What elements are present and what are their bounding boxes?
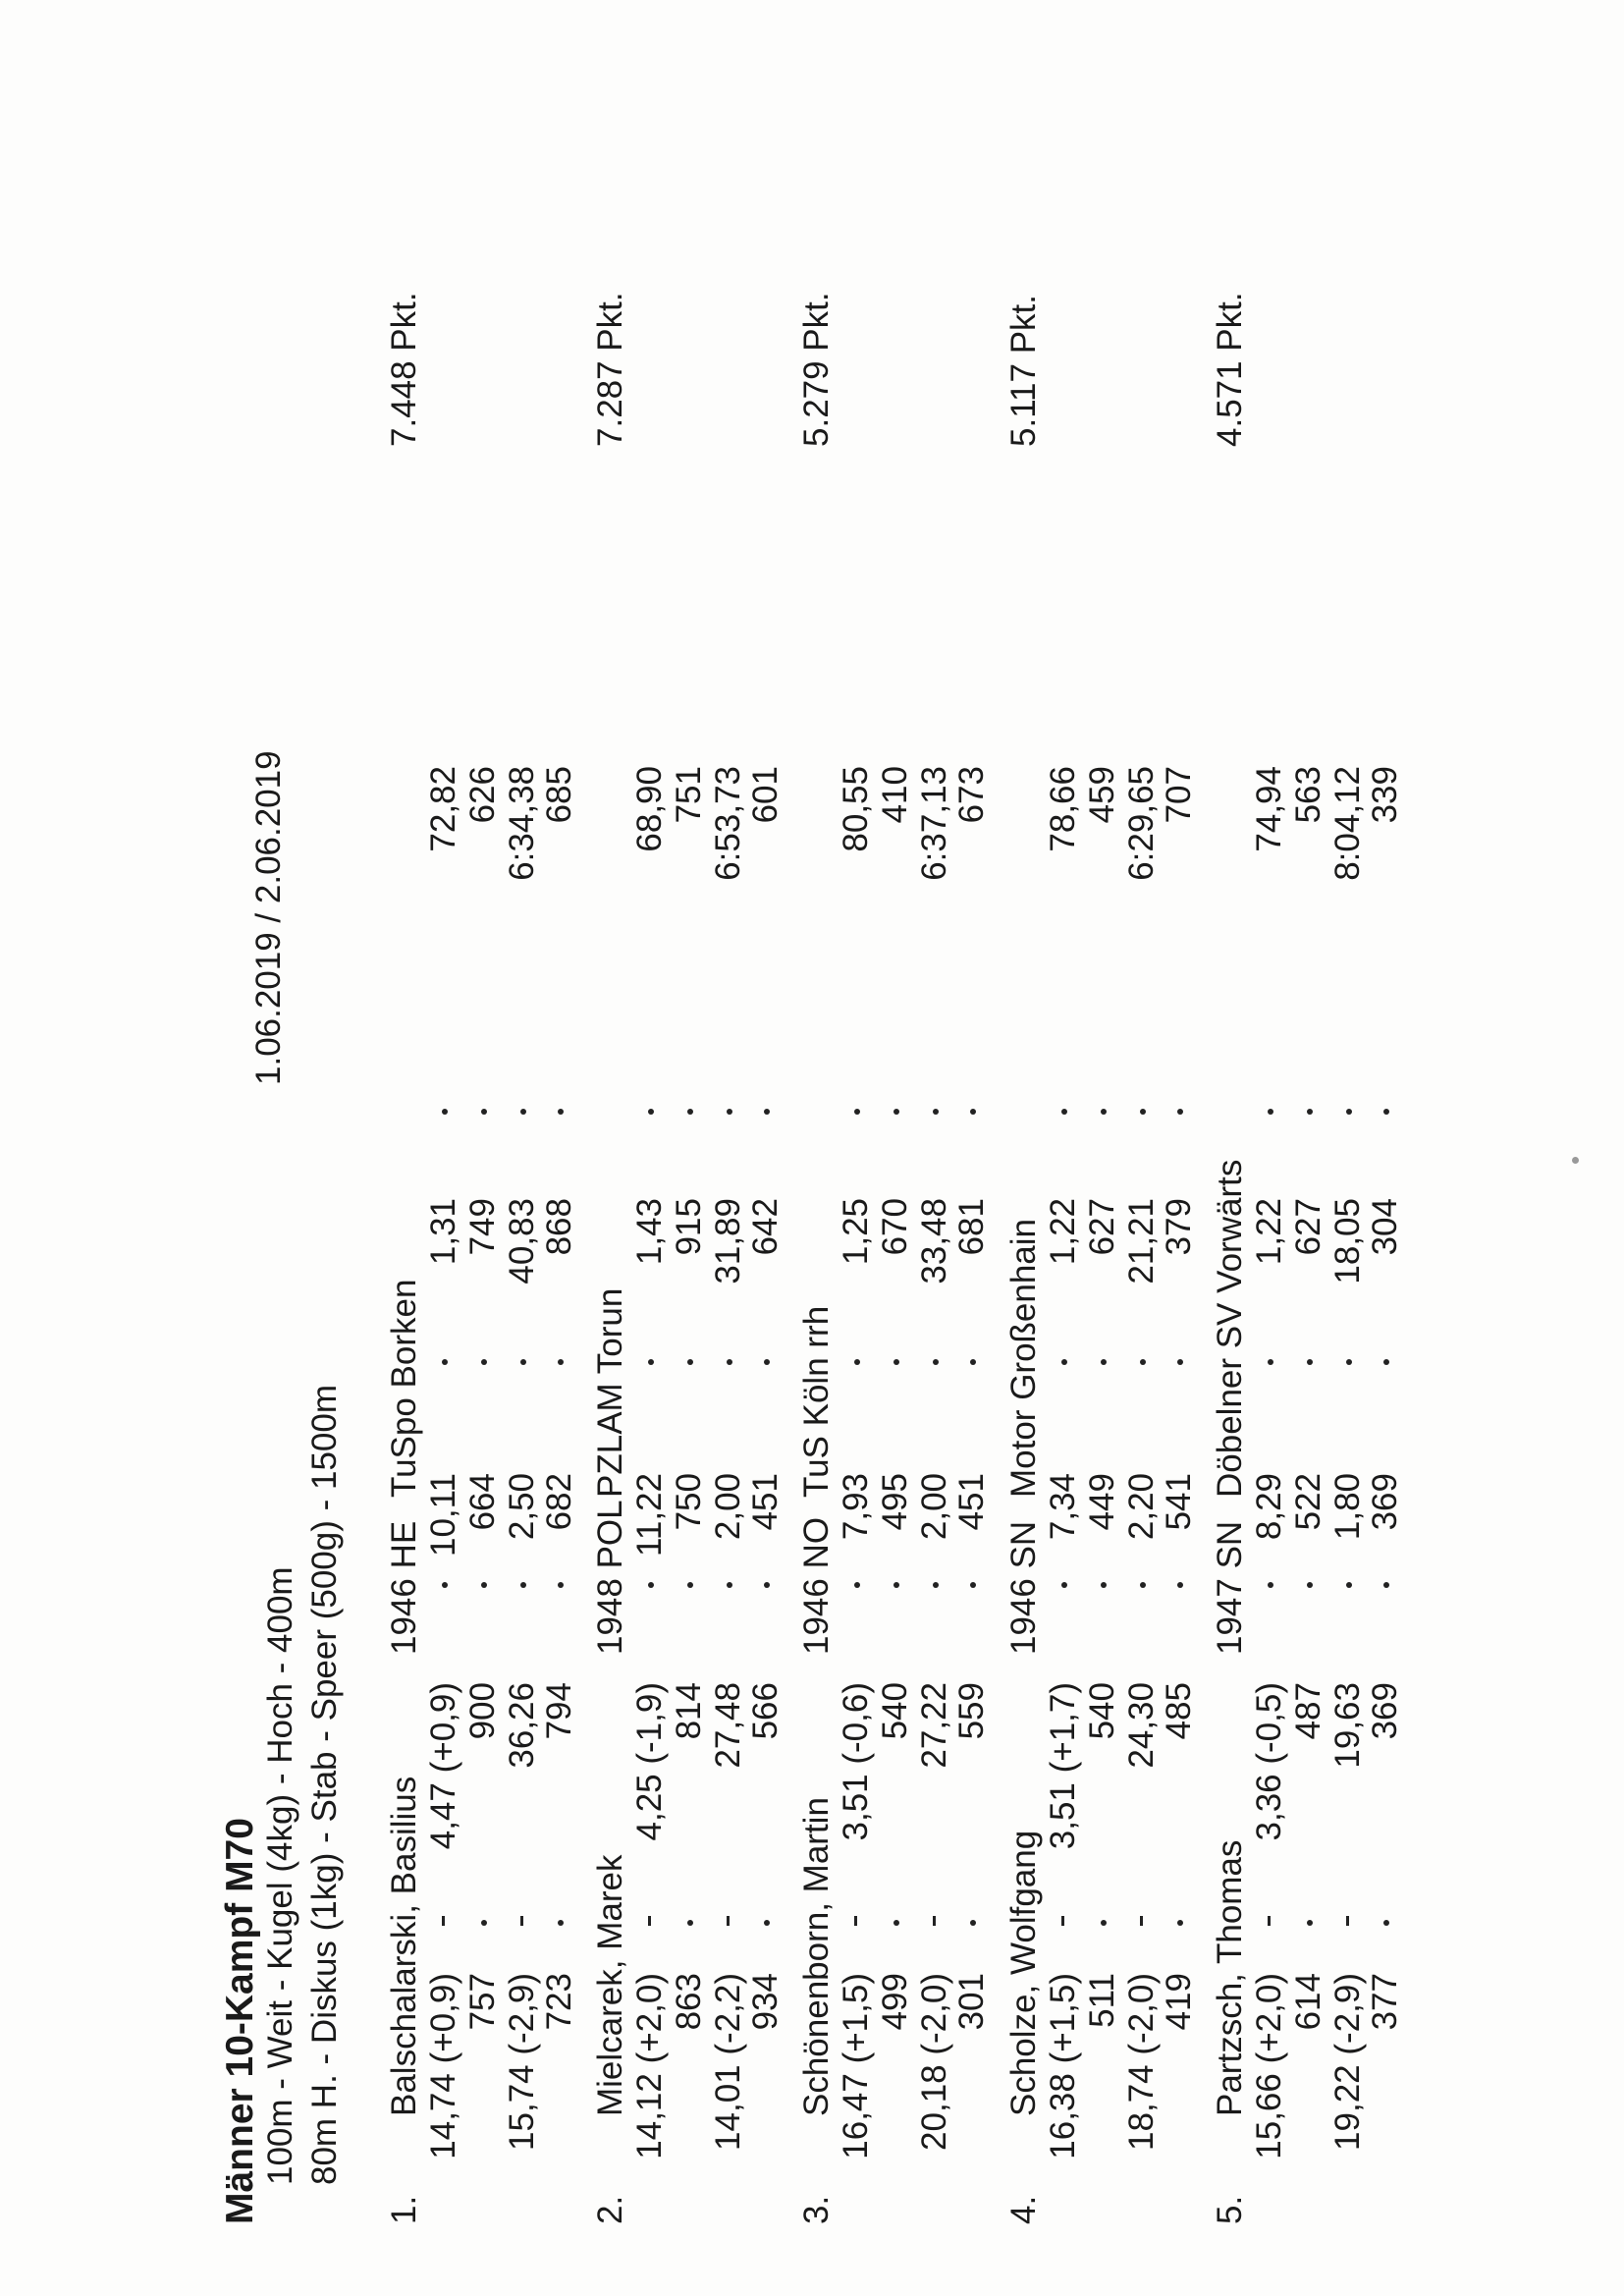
result-value: 379 — [1160, 1198, 1198, 1256]
separator-mark — [1268, 1916, 1271, 1926]
separator-mark — [481, 1359, 487, 1365]
separator-mark — [1061, 1582, 1067, 1588]
scan-speck — [1572, 1157, 1579, 1164]
result-value: 749 — [463, 1198, 502, 1256]
total-points: 7.287 Pkt. — [591, 292, 629, 447]
result-value: 642 — [746, 1198, 785, 1256]
result-value: 1,80 — [1328, 1473, 1367, 1541]
separator-mark — [970, 1920, 976, 1926]
separator-mark — [1140, 1916, 1143, 1926]
result-value: 707 — [1160, 766, 1198, 824]
result-value: 80,55 — [837, 766, 875, 852]
club-name: TuS Köln rrh — [797, 1305, 836, 1498]
separator-mark — [854, 1916, 857, 1926]
result-value: 794 — [540, 1682, 578, 1740]
result-value: 8,29 — [1250, 1473, 1288, 1541]
separator-mark — [648, 1916, 651, 1926]
separator-mark — [1177, 1109, 1183, 1115]
separator-mark — [764, 1359, 770, 1365]
result-value: 1,25 — [837, 1198, 875, 1266]
result-value: 1,22 — [1044, 1198, 1082, 1266]
separator-mark — [1177, 1359, 1183, 1365]
result-value: 757 — [463, 1973, 502, 2031]
separator-mark — [1268, 1109, 1273, 1115]
result-value: 4,25 (-1,9) — [630, 1682, 669, 1841]
separator-mark — [1101, 1920, 1107, 1926]
separator-mark — [1346, 1582, 1352, 1588]
result-value: 2,20 — [1122, 1473, 1161, 1541]
result-value: 900 — [463, 1682, 502, 1740]
separator-mark — [727, 1916, 730, 1926]
athlete-name: Mielcarek, Marek — [591, 1854, 629, 2116]
separator-mark — [1307, 1109, 1313, 1115]
separator-mark — [893, 1359, 899, 1365]
athlete-name: Partzsch, Thomas — [1211, 1839, 1249, 2116]
result-value: 559 — [952, 1682, 991, 1740]
result-value: 495 — [876, 1473, 914, 1531]
result-value: 3,51 (-0,6) — [837, 1682, 875, 1841]
separator-mark — [1307, 1920, 1313, 1926]
separator-mark — [442, 1109, 448, 1115]
result-value: 627 — [1083, 1198, 1121, 1256]
result-value: 7,93 — [837, 1473, 875, 1541]
separator-mark — [933, 1916, 936, 1926]
separator-mark — [558, 1582, 564, 1588]
separator-mark — [1346, 1359, 1352, 1365]
separator-mark — [1101, 1582, 1107, 1588]
separator-mark — [727, 1582, 732, 1588]
place-number: 3. — [797, 2195, 836, 2224]
result-value: 614 — [1289, 1973, 1327, 2031]
place-number: 2. — [591, 2195, 629, 2224]
separator-mark — [442, 1582, 448, 1588]
separator-mark — [648, 1359, 654, 1365]
events-line-2: 80m H. - Diskus (1kg) - Stab - Speer (500g) - 1500m — [305, 1384, 344, 2185]
result-value: 4,47 (+0,9) — [424, 1682, 462, 1850]
birth-year-region: 1946 NO — [797, 1516, 836, 1655]
separator-mark — [481, 1582, 487, 1588]
separator-mark — [1346, 1109, 1352, 1115]
separator-mark — [1177, 1920, 1183, 1926]
separator-mark — [1307, 1359, 1313, 1365]
result-value: 485 — [1160, 1682, 1198, 1740]
separator-mark — [970, 1582, 976, 1588]
result-value: 19,63 — [1328, 1682, 1367, 1769]
result-value: 72,82 — [424, 766, 462, 852]
result-value: 601 — [746, 766, 785, 824]
result-value: 18,74 (-2,0) — [1122, 1973, 1161, 2151]
separator-mark — [764, 1109, 770, 1115]
result-value: 1,31 — [424, 1198, 462, 1266]
separator-mark — [520, 1916, 523, 1926]
club-name: TuSpo Borken — [385, 1279, 423, 1498]
result-value: 814 — [670, 1682, 708, 1740]
result-value: 1,43 — [630, 1198, 669, 1266]
place-number: 4. — [1004, 2195, 1043, 2224]
result-value: 2,00 — [709, 1473, 747, 1541]
total-points: 4.571 Pkt. — [1211, 292, 1249, 447]
result-value: 522 — [1289, 1473, 1327, 1531]
birth-year-region: 1948 POL — [591, 1500, 629, 1655]
result-value: 6:29,65 — [1122, 766, 1161, 881]
result-value: 664 — [463, 1473, 502, 1531]
result-value: 2,50 — [503, 1473, 541, 1541]
total-points: 7.448 Pkt. — [385, 292, 423, 447]
result-value: 3,51 (+1,7) — [1044, 1682, 1082, 1850]
result-value: 19,22 (-2,9) — [1328, 1973, 1367, 2151]
events-line-1: 100m - Weit - Kugel (4kg) - Hoch - 400m — [261, 1566, 299, 2185]
athlete-name: Schönenborn, Martin — [797, 1797, 836, 2116]
result-value: 40,83 — [503, 1198, 541, 1285]
place-number: 5. — [1211, 2195, 1249, 2224]
result-value: 369 — [1366, 1682, 1404, 1740]
separator-mark — [1383, 1582, 1389, 1588]
result-value: 6:37,13 — [915, 766, 953, 881]
separator-mark — [893, 1920, 899, 1926]
separator-mark — [687, 1359, 693, 1365]
result-value: 670 — [876, 1198, 914, 1256]
separator-mark — [1177, 1582, 1183, 1588]
result-value: 682 — [540, 1473, 578, 1531]
result-value: 10,11 — [424, 1473, 462, 1557]
result-value: 339 — [1366, 766, 1404, 824]
result-value: 24,30 — [1122, 1682, 1161, 1769]
result-value: 16,47 (+1,5) — [837, 1973, 875, 2159]
result-value: 499 — [876, 1973, 914, 2031]
athlete-name: Scholze, Wolfgang — [1004, 1830, 1043, 2116]
separator-mark — [520, 1359, 526, 1365]
separator-mark — [893, 1109, 899, 1115]
place-number: 1. — [385, 2195, 423, 2224]
result-value: 419 — [1160, 1973, 1198, 2031]
result-value: 369 — [1366, 1473, 1404, 1531]
separator-mark — [933, 1359, 939, 1365]
result-value: 1,22 — [1250, 1198, 1288, 1266]
separator-mark — [481, 1109, 487, 1115]
athlete-name: Balschalarski, Basilius — [385, 1776, 423, 2116]
result-value: 627 — [1289, 1198, 1327, 1256]
separator-mark — [442, 1916, 445, 1926]
separator-mark — [1061, 1359, 1067, 1365]
result-value: 626 — [463, 766, 502, 824]
result-value: 21,21 — [1122, 1198, 1161, 1285]
result-value: 459 — [1083, 766, 1121, 824]
separator-mark — [1061, 1916, 1064, 1926]
club-name: PZLAM Torun — [591, 1287, 629, 1498]
separator-mark — [1140, 1582, 1146, 1588]
result-value: 31,89 — [709, 1198, 747, 1285]
separator-mark — [558, 1359, 564, 1365]
result-value: 7,34 — [1044, 1473, 1082, 1541]
result-value: 74,94 — [1250, 766, 1288, 852]
result-value: 20,18 (-2,0) — [915, 1973, 953, 2151]
result-value: 27,48 — [709, 1682, 747, 1769]
result-value: 68,90 — [630, 766, 669, 852]
separator-mark — [764, 1582, 770, 1588]
result-value: 15,74 (-2,9) — [503, 1973, 541, 2151]
birth-year-region: 1947 SN — [1211, 1520, 1249, 1655]
result-value: 511 — [1083, 1973, 1121, 2028]
separator-mark — [1383, 1920, 1389, 1926]
result-value: 451 — [952, 1473, 991, 1531]
separator-mark — [558, 1920, 564, 1926]
separator-mark — [727, 1109, 732, 1115]
result-value: 863 — [670, 1973, 708, 2031]
separator-mark — [764, 1920, 770, 1926]
result-value: 15,66 (+2,0) — [1250, 1973, 1288, 2159]
date-range: 1.06.2019 / 2.06.2019 — [249, 750, 288, 1085]
separator-mark — [1346, 1916, 1349, 1926]
separator-mark — [648, 1582, 654, 1588]
separator-mark — [1101, 1359, 1107, 1365]
total-points: 5.117 Pkt. — [1004, 294, 1043, 447]
result-value: 685 — [540, 766, 578, 824]
separator-mark — [687, 1582, 693, 1588]
page-title: Männer 10-Kampf M70 — [219, 1818, 261, 2224]
result-value: 377 — [1366, 1973, 1404, 2031]
result-value: 16,38 (+1,5) — [1044, 1973, 1082, 2159]
results-sheet — [221, 113, 1448, 2224]
separator-mark — [1383, 1359, 1389, 1365]
birth-year-region: 1946 HE — [385, 1520, 423, 1655]
result-value: 8:04,12 — [1328, 766, 1367, 881]
result-value: 540 — [876, 1682, 914, 1740]
result-value: 3,36 (-0,5) — [1250, 1682, 1288, 1841]
separator-mark — [1101, 1109, 1107, 1115]
separator-mark — [687, 1920, 693, 1926]
result-value: 27,22 — [915, 1682, 953, 1769]
total-points: 5.279 Pkt. — [797, 292, 836, 447]
birth-year-region: 1946 SN — [1004, 1520, 1043, 1655]
result-value: 723 — [540, 1973, 578, 2031]
result-value: 6:53,73 — [709, 766, 747, 881]
result-value: 14,01 (-2,2) — [709, 1973, 747, 2151]
separator-mark — [1307, 1582, 1313, 1588]
separator-mark — [1383, 1109, 1389, 1115]
result-value: 540 — [1083, 1682, 1121, 1740]
result-value: 14,74 (+0,9) — [424, 1973, 462, 2159]
result-value: 36,26 — [503, 1682, 541, 1769]
separator-mark — [648, 1109, 654, 1115]
result-value: 410 — [876, 766, 914, 824]
separator-mark — [854, 1582, 860, 1588]
result-value: 563 — [1289, 766, 1327, 824]
separator-mark — [1268, 1582, 1273, 1588]
separator-mark — [933, 1109, 939, 1115]
result-value: 751 — [670, 766, 708, 824]
result-value: 78,66 — [1044, 766, 1082, 852]
separator-mark — [727, 1359, 732, 1365]
separator-mark — [520, 1109, 526, 1115]
separator-mark — [970, 1109, 976, 1115]
separator-mark — [687, 1109, 693, 1115]
club-name: Döbelner SV Vorwärts — [1211, 1159, 1249, 1498]
result-value: 673 — [952, 766, 991, 824]
result-value: 6:34,38 — [503, 766, 541, 881]
result-value: 451 — [746, 1473, 785, 1531]
result-value: 750 — [670, 1473, 708, 1531]
result-value: 934 — [746, 1973, 785, 2031]
result-value: 18,05 — [1328, 1198, 1367, 1285]
separator-mark — [558, 1109, 564, 1115]
result-value: 2,00 — [915, 1473, 953, 1541]
result-value: 566 — [746, 1682, 785, 1740]
result-value: 449 — [1083, 1473, 1121, 1531]
separator-mark — [1061, 1109, 1067, 1115]
result-value: 33,48 — [915, 1198, 953, 1285]
result-value: 868 — [540, 1198, 578, 1256]
result-value: 11,22 — [630, 1473, 669, 1557]
result-value: 541 — [1160, 1473, 1198, 1531]
result-value: 14,12 (+2,0) — [630, 1973, 669, 2159]
result-value: 301 — [952, 1973, 991, 2031]
club-name: Motor Großenhain — [1004, 1218, 1043, 1498]
result-value: 487 — [1289, 1682, 1327, 1740]
separator-mark — [442, 1359, 448, 1365]
separator-mark — [1140, 1109, 1146, 1115]
result-value: 304 — [1366, 1198, 1404, 1256]
separator-mark — [481, 1920, 487, 1926]
result-value: 915 — [670, 1198, 708, 1256]
separator-mark — [1140, 1359, 1146, 1365]
separator-mark — [933, 1582, 939, 1588]
separator-mark — [893, 1582, 899, 1588]
separator-mark — [520, 1582, 526, 1588]
separator-mark — [1268, 1359, 1273, 1365]
separator-mark — [854, 1109, 860, 1115]
result-value: 681 — [952, 1198, 991, 1256]
separator-mark — [854, 1359, 860, 1365]
separator-mark — [970, 1359, 976, 1365]
